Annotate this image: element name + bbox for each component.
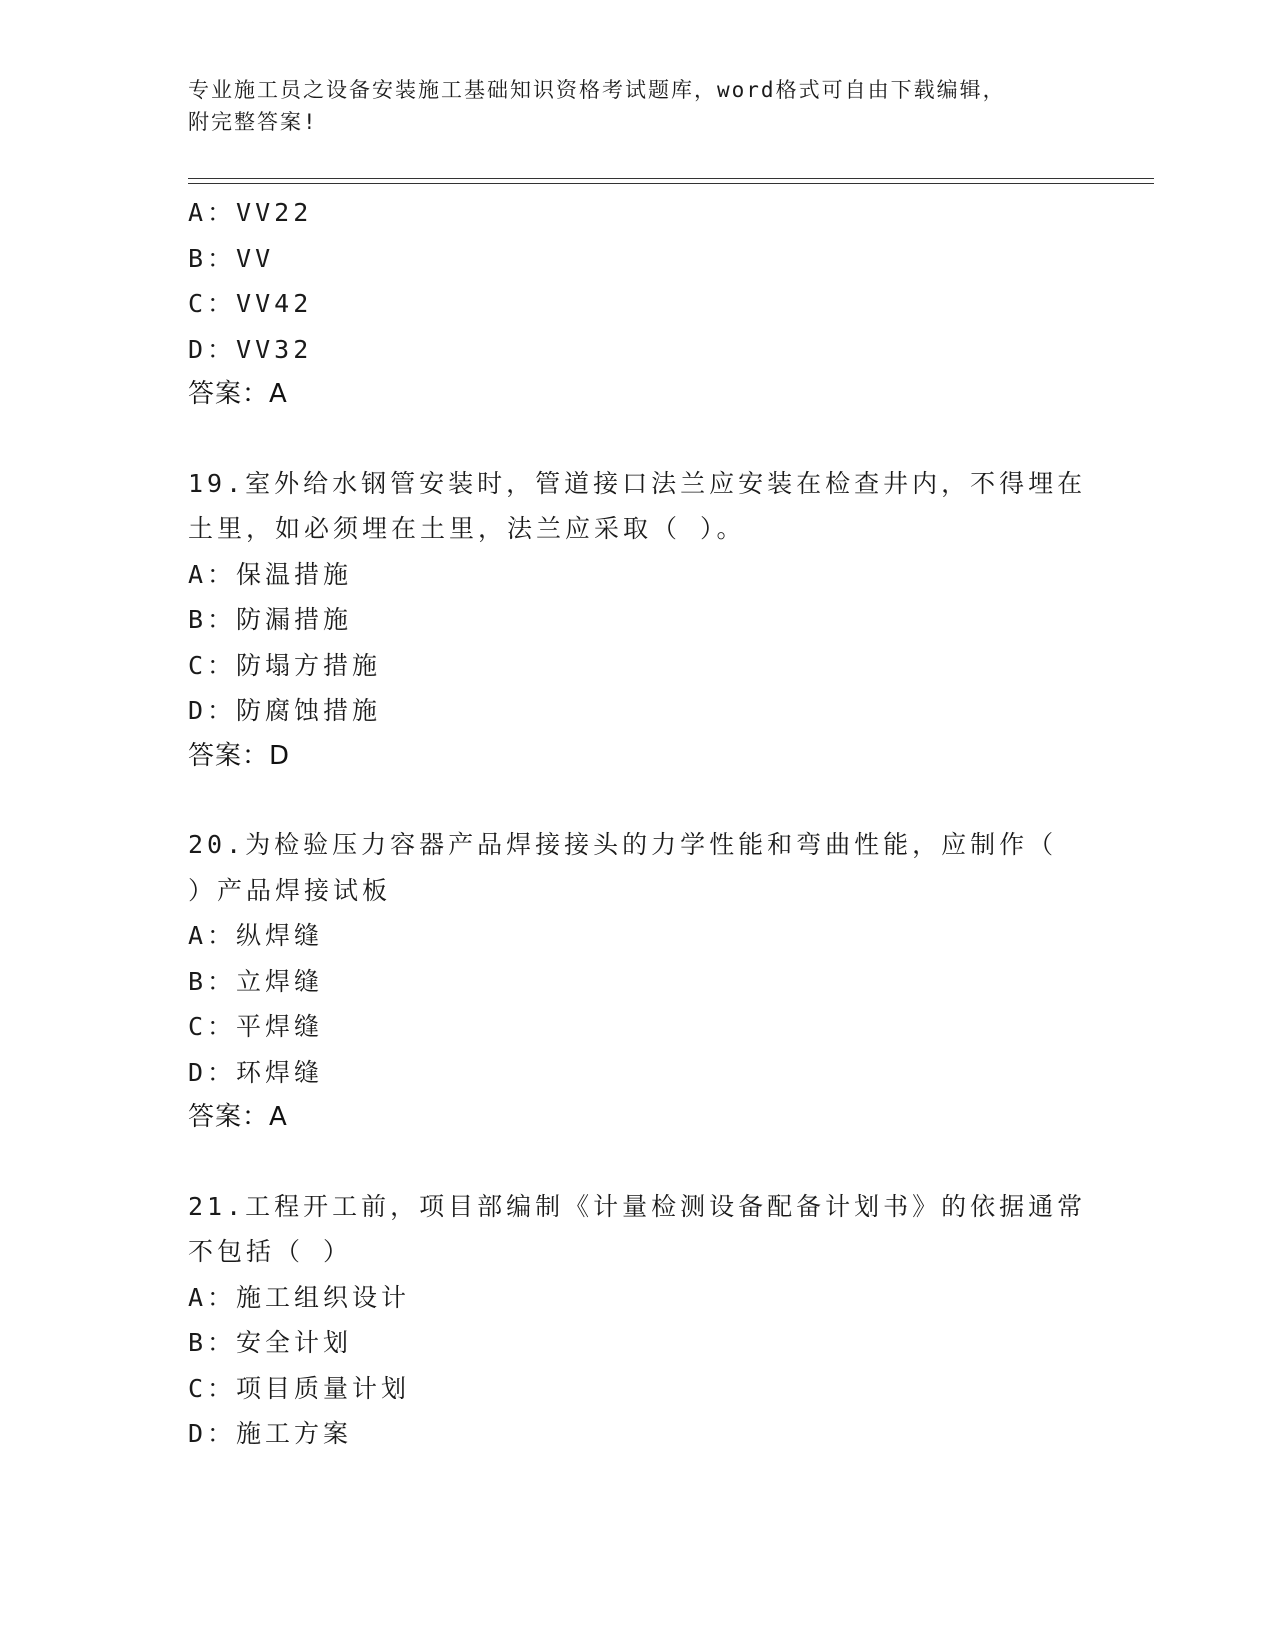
question-list — [188, 190, 1088, 1457]
option-c: C：项目质量计划 — [188, 1373, 411, 1403]
header-divider — [188, 178, 1154, 184]
question-stem-line-2: 土里，如必须埋在土里，法兰应采取（ ）。 — [188, 514, 746, 543]
question-20 — [188, 822, 1088, 1141]
answer: 答案：D — [188, 740, 291, 771]
question-18 — [188, 190, 1088, 418]
document-header — [188, 74, 1088, 138]
option-d: D：防腐蚀措施 — [188, 696, 382, 725]
option-a: A：保温措施 — [188, 559, 353, 589]
option-a: A：施工组织设计 — [188, 1282, 411, 1312]
option-b: B：立焊缝 — [188, 966, 324, 996]
question-stem-line-1: 21.工程开工前，项目部编制《计量检测设备配备计划书》的依据通常 — [188, 1191, 1087, 1221]
option-d: D：环焊缝 — [188, 1057, 324, 1087]
option-b: B：安全计划 — [188, 1328, 353, 1357]
spacer — [188, 1141, 1088, 1184]
option-d: D：VV32 — [188, 334, 313, 364]
spacer — [188, 779, 1088, 822]
question-21 — [188, 1184, 1088, 1457]
question-19 — [188, 461, 1088, 780]
answer: 答案：A — [188, 379, 288, 409]
spacer — [188, 418, 1088, 461]
question-stem-line-2: ）产品焊接试板 — [188, 875, 392, 905]
option-c: C：平焊缝 — [188, 1012, 324, 1041]
question-stem-line-1: 19.室外给水钢管安装时，管道接口法兰应安装在检查井内，不得埋在 — [188, 468, 1087, 498]
header-title-line-1: 专业施工员之设备安装施工基础知识资格考试题库，word格式可自由下载编辑， — [188, 78, 1006, 102]
answer: 答案：A — [188, 1102, 288, 1132]
option-c: C：VV42 — [188, 289, 313, 318]
question-stem-line-2: 不包括（ ） — [188, 1237, 353, 1266]
option-d: D：施工方案 — [188, 1419, 353, 1448]
option-c: C：防塌方措施 — [188, 650, 382, 680]
question-stem-line-1: 20.为检验压力容器产品焊接接头的力学性能和弯曲性能，应制作（ — [188, 830, 1058, 859]
option-a: A：纵焊缝 — [188, 921, 324, 950]
option-b: B：防漏措施 — [188, 605, 353, 634]
header-title-line-2: 附完整答案! — [188, 110, 318, 134]
option-a: A：VV22 — [188, 198, 313, 227]
option-b: B：VV — [188, 243, 275, 273]
